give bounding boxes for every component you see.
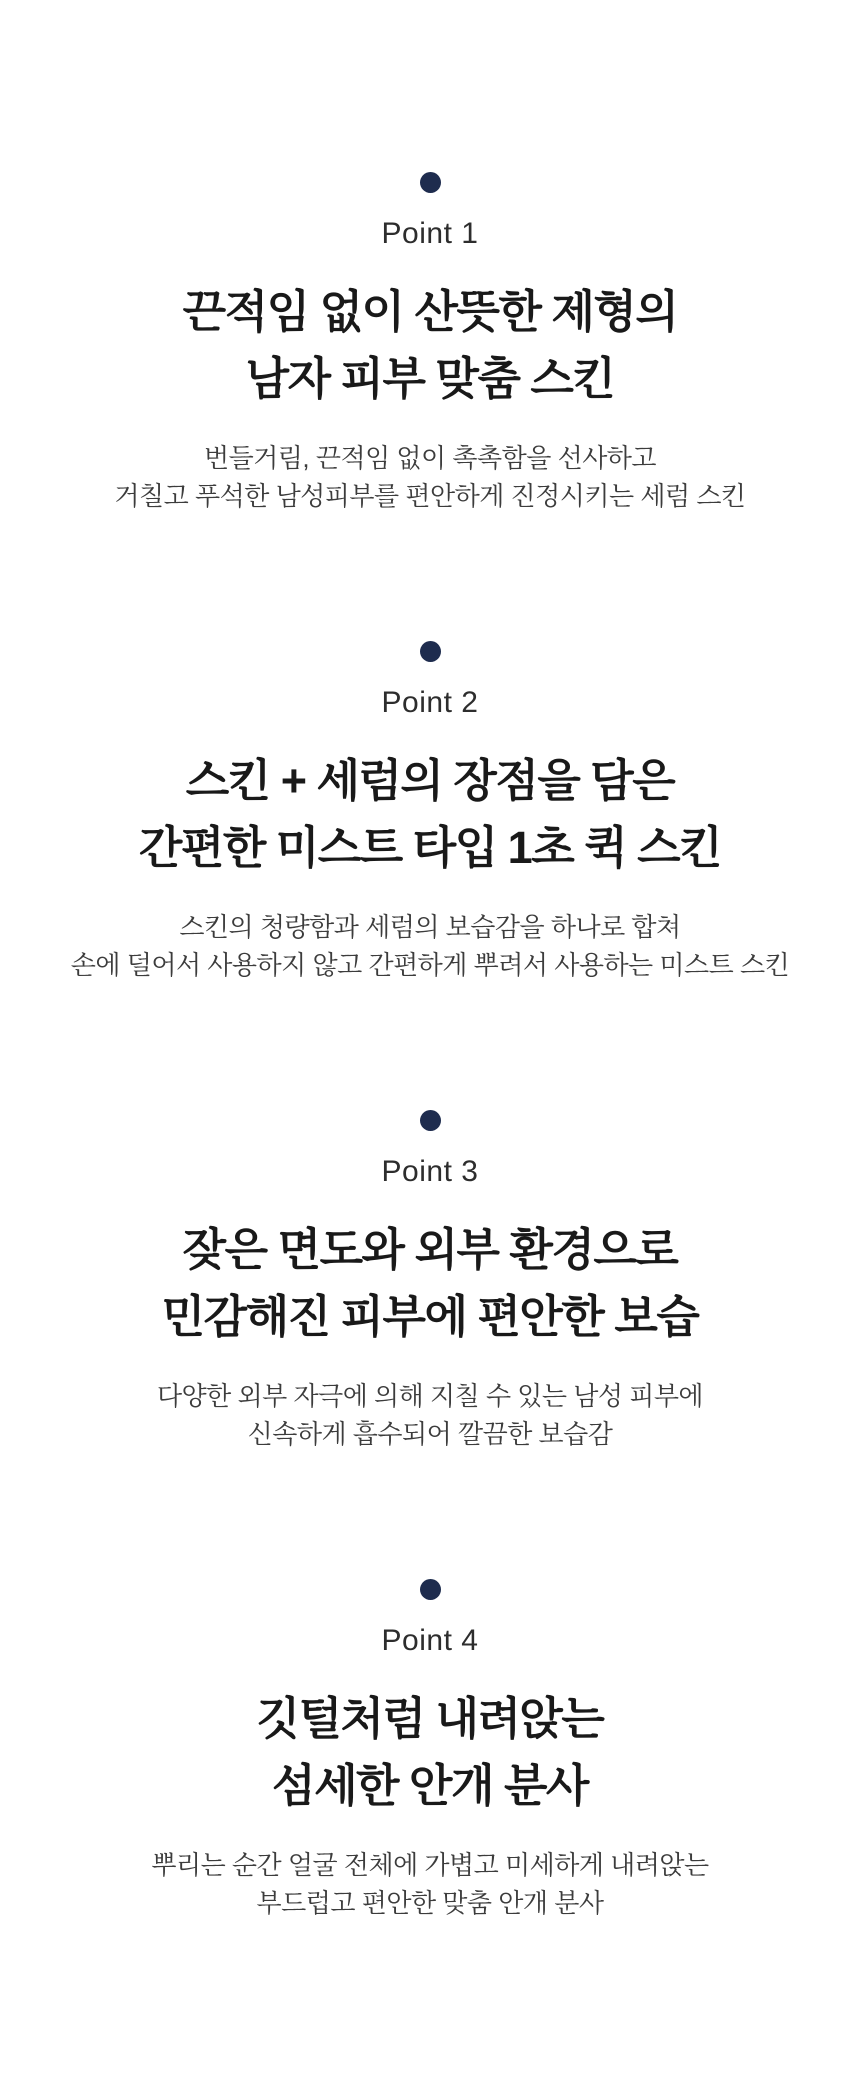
point-section-1 bbox=[0, 172, 860, 515]
point-label: Point 1 bbox=[381, 217, 479, 250]
heading-line-2: 섬세한 안개 분사 bbox=[272, 1760, 588, 1811]
heading-line-2: 남자 피부 맞춤 스킨 bbox=[245, 353, 615, 404]
heading-line-2: 민감해진 피부에 편안한 보습 bbox=[161, 1291, 699, 1342]
point-section-2 bbox=[0, 641, 860, 984]
description-line-1: 스킨의 청량함과 세럼의 보습감을 하나로 합쳐 bbox=[179, 912, 681, 942]
point-section-4 bbox=[0, 1579, 860, 1922]
heading-line-1: 깃털처럼 내려앉는 bbox=[256, 1693, 604, 1744]
section-description bbox=[0, 1846, 860, 1922]
point-label: Point 3 bbox=[381, 1155, 479, 1188]
point-dot-icon bbox=[420, 1110, 441, 1131]
section-description bbox=[0, 1377, 860, 1453]
point-section-3 bbox=[0, 1110, 860, 1453]
section-heading bbox=[0, 747, 860, 881]
point-dot-icon bbox=[420, 172, 441, 193]
point-label: Point 4 bbox=[381, 1624, 479, 1657]
section-heading bbox=[0, 278, 860, 412]
point-dot-icon bbox=[420, 1579, 441, 1600]
heading-line-1: 잦은 면도와 외부 환경으로 bbox=[182, 1224, 678, 1275]
heading-line-2: 간편한 미스트 타입 1초 퀵 스킨 bbox=[138, 822, 722, 873]
description-line-2: 손에 덜어서 사용하지 않고 간편하게 뿌려서 사용하는 미스트 스킨 bbox=[70, 950, 790, 980]
description-line-2: 부드럽고 편안한 맞춤 안개 분사 bbox=[256, 1888, 604, 1918]
heading-line-1: 끈적임 없이 산뜻한 제형의 bbox=[182, 286, 678, 337]
section-description bbox=[0, 439, 860, 515]
section-heading bbox=[0, 1685, 860, 1819]
section-description bbox=[0, 908, 860, 984]
description-line-2: 거칠고 푸석한 남성피부를 편안하게 진정시키는 세럼 스킨 bbox=[114, 481, 746, 511]
description-line-1: 다양한 외부 자극에 의해 지칠 수 있는 남성 피부에 bbox=[156, 1381, 704, 1411]
description-line-2: 신속하게 흡수되어 깔끔한 보습감 bbox=[247, 1419, 613, 1449]
description-line-1: 번들거림, 끈적임 없이 촉촉함을 선사하고 bbox=[203, 443, 657, 473]
description-line-1: 뿌리는 순간 얼굴 전체에 가볍고 미세하게 내려앉는 bbox=[151, 1850, 709, 1880]
point-label: Point 2 bbox=[381, 686, 479, 719]
heading-line-1: 스킨 + 세럼의 장점을 담은 bbox=[185, 755, 675, 806]
section-heading bbox=[0, 1216, 860, 1350]
point-dot-icon bbox=[420, 641, 441, 662]
